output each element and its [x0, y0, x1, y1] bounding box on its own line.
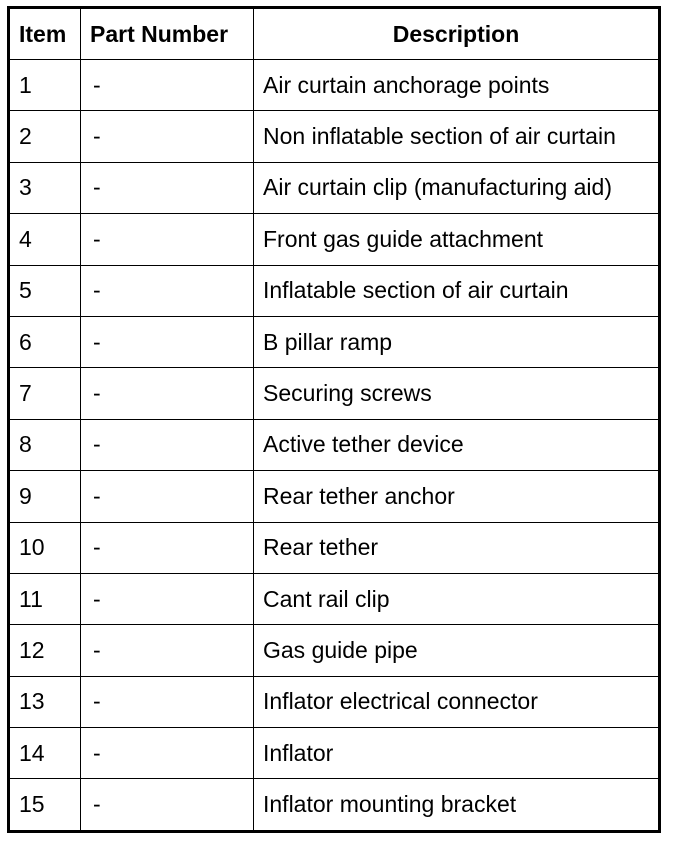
header-item: Item: [9, 8, 81, 60]
table-row: [9, 676, 660, 727]
table-row: [9, 368, 660, 419]
table-header: [9, 8, 660, 60]
description-cell: Rear tether: [254, 522, 660, 573]
item-cell: 1: [9, 60, 81, 111]
description-cell: Air curtain clip (manufacturing aid): [254, 162, 660, 213]
table-body: [9, 60, 660, 832]
part-number-cell: -: [81, 60, 254, 111]
table-row: [9, 162, 660, 213]
table-row: [9, 573, 660, 624]
part-number-cell: -: [81, 625, 254, 676]
item-cell: 10: [9, 522, 81, 573]
description-cell: B pillar ramp: [254, 316, 660, 367]
part-number-cell: -: [81, 111, 254, 162]
description-cell: Rear tether anchor: [254, 471, 660, 522]
part-number-cell: -: [81, 728, 254, 779]
description-cell: Inflatable section of air curtain: [254, 265, 660, 316]
description-cell: Active tether device: [254, 419, 660, 470]
part-number-cell: -: [81, 573, 254, 624]
table-row: [9, 471, 660, 522]
header-row: [9, 8, 660, 60]
part-number-cell: -: [81, 316, 254, 367]
description-cell: Front gas guide attachment: [254, 214, 660, 265]
part-number-cell: -: [81, 419, 254, 470]
part-number-cell: -: [81, 265, 254, 316]
part-number-cell: -: [81, 368, 254, 419]
table-row: [9, 779, 660, 831]
table-row: [9, 728, 660, 779]
table-row: [9, 522, 660, 573]
item-cell: 4: [9, 214, 81, 265]
description-cell: Air curtain anchorage points: [254, 60, 660, 111]
table-row: [9, 265, 660, 316]
item-cell: 6: [9, 316, 81, 367]
item-cell: 7: [9, 368, 81, 419]
item-cell: 2: [9, 111, 81, 162]
item-cell: 5: [9, 265, 81, 316]
description-cell: Securing screws: [254, 368, 660, 419]
part-number-cell: -: [81, 162, 254, 213]
table-row: [9, 419, 660, 470]
description-cell: Non inflatable section of air curtain: [254, 111, 660, 162]
table-row: [9, 111, 660, 162]
description-cell: Gas guide pipe: [254, 625, 660, 676]
item-cell: 14: [9, 728, 81, 779]
item-cell: 12: [9, 625, 81, 676]
description-cell: Inflator electrical connector: [254, 676, 660, 727]
part-number-cell: -: [81, 214, 254, 265]
header-description: Description: [254, 8, 660, 60]
description-cell: Inflator mounting bracket: [254, 779, 660, 831]
parts-table: [7, 6, 661, 833]
part-number-cell: -: [81, 676, 254, 727]
item-cell: 11: [9, 573, 81, 624]
table-row: [9, 60, 660, 111]
header-part-number: Part Number: [81, 8, 254, 60]
part-number-cell: -: [81, 471, 254, 522]
item-cell: 8: [9, 419, 81, 470]
part-number-cell: -: [81, 522, 254, 573]
description-cell: Inflator: [254, 728, 660, 779]
item-cell: 9: [9, 471, 81, 522]
item-cell: 3: [9, 162, 81, 213]
table-row: [9, 316, 660, 367]
part-number-cell: -: [81, 779, 254, 831]
item-cell: 13: [9, 676, 81, 727]
table-row: [9, 214, 660, 265]
description-cell: Cant rail clip: [254, 573, 660, 624]
table-row: [9, 625, 660, 676]
item-cell: 15: [9, 779, 81, 831]
